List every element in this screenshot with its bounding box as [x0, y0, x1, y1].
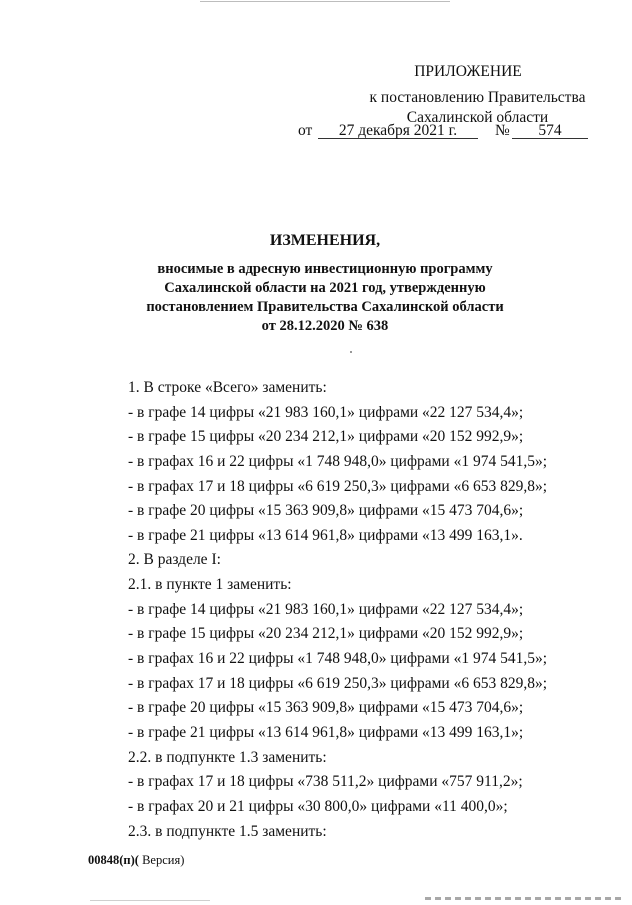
body-line: - в графе 14 цифры «21 983 160,1» цифрами «22 127 534,4»; — [128, 600, 524, 618]
body-line: - в графе 15 цифры «20 234 212,1» цифрами «20 152 992,9»; — [128, 625, 524, 643]
body-line: 1. В строке «Всего» заменить: — [128, 379, 327, 396]
body-line: - в графе 20 цифры «15 363 909,8» цифрами «15 473 704,6»; — [128, 699, 524, 717]
body-line: - в графах 20 и 21 цифры «30 800,0» цифрами «11 400,0»; — [128, 797, 508, 815]
subheading-line: вносимые в адресную инвестиционную программу — [157, 261, 493, 277]
subheading-line: Сахалинской области на 2021 год, утвержденную — [164, 280, 486, 296]
document-footer — [88, 853, 184, 868]
body-line: - в графе 21 цифры «13 614 961,8» цифрами «13 499 163,1». — [128, 526, 523, 544]
from-label: от — [298, 122, 313, 139]
body-line: - в графе 21 цифры «13 614 961,8» цифрами «13 499 163,1»; — [128, 723, 524, 741]
bottom-scan-edge — [90, 900, 210, 901]
appendix-to-resolution: к постановлению Правительства — [369, 89, 586, 106]
top-scan-edge — [200, 1, 450, 2]
body-line: 2.3. в подпункте 1.5 заменить: — [128, 822, 327, 840]
footer-version: Версия) — [138, 853, 185, 867]
body-line: - в графе 15 цифры «20 234 212,1» цифрами «20 152 992,9»; — [128, 428, 524, 446]
number-sign: № — [495, 122, 510, 139]
resolution-date: 27 декабря 2021 г. — [338, 122, 458, 139]
document-subheading — [120, 260, 530, 336]
appendix-title: ПРИЛОЖЕНИЕ — [414, 63, 522, 80]
subheading-line: от 28.12.2020 № 638 — [261, 318, 389, 334]
body-line: - в графах 16 и 22 цифры «1 748 948,0» цифрами «1 974 541,5»; — [128, 452, 548, 470]
body-line: 2.1. в пункте 1 заменить: — [128, 576, 292, 594]
bottom-scan-marks — [425, 897, 625, 900]
subheading-line: постановлением Правительства Сахалинской области — [146, 299, 504, 315]
resolution-number: 574 — [538, 122, 562, 139]
body-line: - в графе 20 цифры «15 363 909,8» цифрами «15 473 704,6»; — [128, 502, 524, 520]
body-line: - в графах 17 и 18 цифры «6 619 250,3» цифрами «6 653 829,8»; — [128, 477, 548, 495]
body-line: - в графах 17 и 18 цифры «6 619 250,3» цифрами «6 653 829,8»; — [128, 674, 548, 692]
body-line: - в графах 17 и 18 цифры «738 511,2» цифрами «757 911,2»; — [128, 773, 523, 791]
body-line: 2.2. в подпункте 1.3 заменить: — [128, 748, 327, 766]
footer-code: 00848(п)( — [88, 853, 139, 867]
document-heading: ИЗМЕНЕНИЯ, — [269, 232, 381, 249]
body-line: - в графах 16 и 22 цифры «1 748 948,0» цифрами «1 974 541,5»; — [128, 650, 548, 668]
appendix-region: Сахалинской области — [406, 109, 549, 126]
scan-speck — [350, 351, 352, 353]
resolution-date-row — [298, 122, 598, 144]
body-line: - в графе 14 цифры «21 983 160,1» цифрами «22 127 534,4»; — [128, 403, 524, 421]
body-line: 2. В разделе I: — [128, 551, 221, 569]
document-body — [128, 378, 588, 846]
